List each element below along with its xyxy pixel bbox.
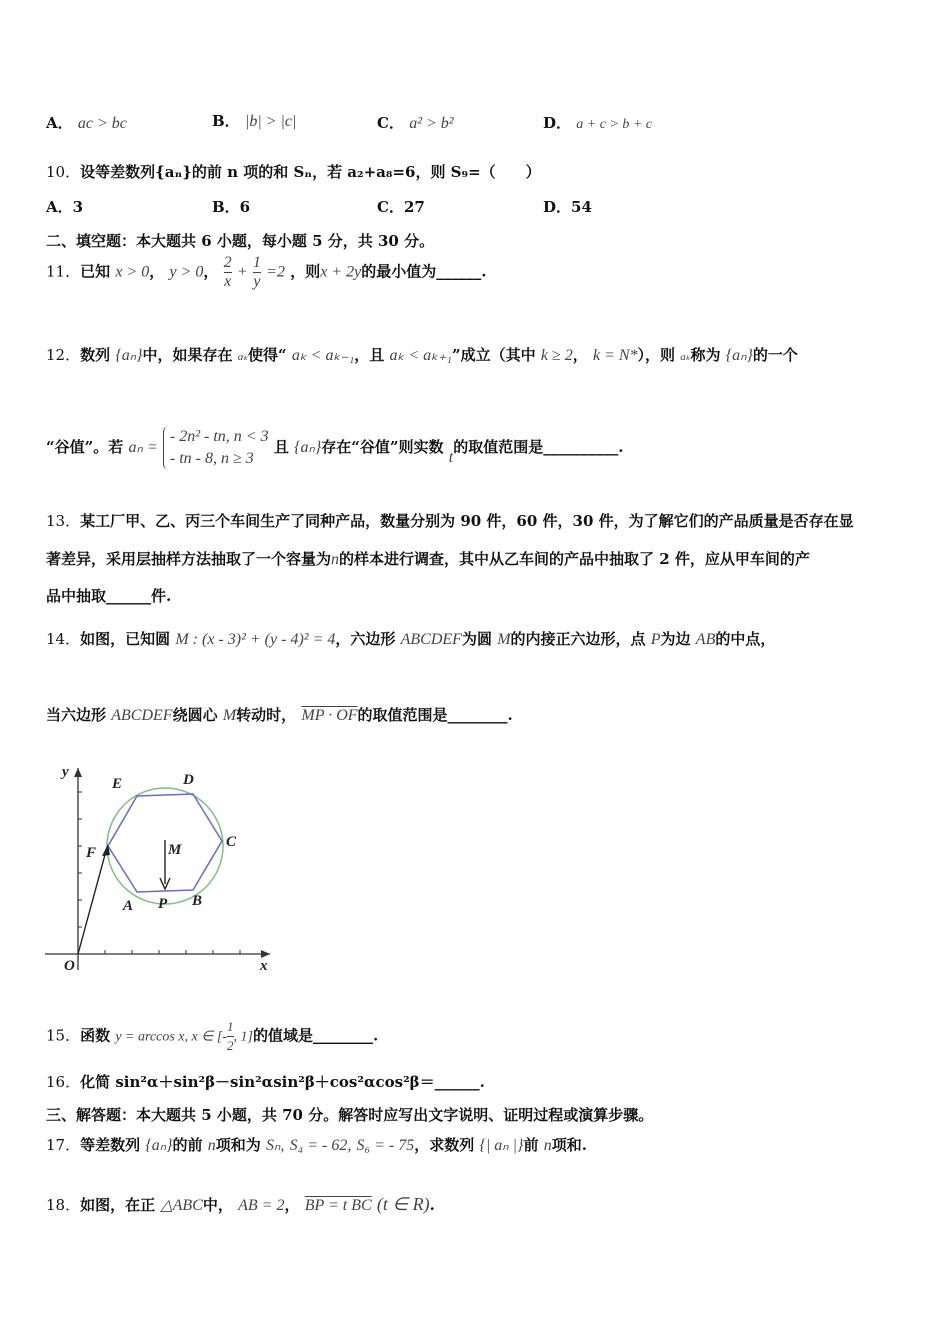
text: 为圆	[461, 630, 492, 648]
text: ，	[203, 262, 219, 281]
math: {aₙ}	[294, 439, 322, 456]
text: 称为	[690, 346, 721, 364]
denominator: 2	[227, 1038, 234, 1053]
math: S₆ = - 75	[356, 1137, 415, 1154]
math: ABCDEF	[400, 631, 462, 648]
text: 当六边形	[46, 706, 107, 724]
denominator: y	[253, 273, 261, 290]
math: y > 0	[169, 263, 204, 281]
math: △ABC	[160, 1197, 203, 1214]
label-o: O	[64, 958, 75, 974]
text: 的最小值为______.	[361, 262, 487, 281]
option-b-label: B．	[212, 112, 240, 130]
math: +	[236, 263, 248, 281]
text: 存在“谷值”则实数	[321, 438, 444, 456]
numerator: 1	[227, 1019, 234, 1034]
question-number: 18．	[46, 1196, 81, 1214]
math: P	[650, 631, 661, 648]
math: S₄ = - 62,	[289, 1137, 352, 1154]
option-a-expr: ac > bc	[77, 115, 127, 132]
fraction	[224, 254, 232, 291]
label-p: P	[158, 896, 168, 912]
vector-of	[78, 851, 106, 954]
math: x + 2y	[320, 263, 362, 281]
text: 函数	[80, 1026, 111, 1045]
question-18	[46, 1194, 435, 1215]
numerator: 1	[252, 254, 261, 271]
question-number: 13．	[46, 512, 81, 530]
q10-option-c: C．27	[377, 198, 425, 216]
math: t	[448, 449, 454, 466]
text: 的样本进行调查，其中从乙车间的产品中抽取了 2 件，应从甲车间的产	[339, 550, 810, 568]
text: 的前	[172, 1136, 203, 1154]
x-axis-arrow-icon	[261, 950, 270, 958]
math: x > 0	[115, 263, 150, 281]
math: k = N*	[592, 347, 638, 364]
option-a	[46, 112, 127, 133]
option-c-expr: a² > b²	[409, 115, 454, 132]
option-d	[543, 112, 652, 133]
y-axis-arrow-icon	[74, 768, 82, 777]
label-m: M	[168, 842, 182, 858]
text: 数列	[80, 346, 111, 364]
question-13-line-3: 品中抽取______件.	[46, 587, 172, 605]
numerator: 2	[223, 254, 232, 271]
math: k ≥ 2	[540, 347, 573, 364]
text: ，求数列	[414, 1136, 475, 1154]
math: aₙ =	[128, 439, 158, 456]
q10-option-a: A．3	[46, 198, 84, 216]
section-heading-solutions: 三、解答题：本大题共 5 小题，共 70 分。解答时应写出文字说明、证明过程或演算步骤。	[46, 1106, 654, 1124]
math: aₖ < aₖ₋₁	[291, 347, 355, 364]
option-a-label: A．	[46, 114, 73, 132]
text: 中，	[202, 1196, 233, 1214]
question-14-line-2	[46, 704, 513, 725]
label-y: y	[62, 764, 69, 780]
math: aₖ < aₖ₊₁	[389, 347, 452, 364]
piecewise-case: - 2n² - tn, n < 3	[169, 428, 269, 445]
text: ，则	[290, 262, 321, 281]
math: n	[543, 1137, 552, 1154]
piecewise-case: - tn - 8, n ≥ 3	[169, 450, 254, 467]
option-d-expr: a + c > b + c	[576, 117, 653, 132]
question-number: 17．	[46, 1136, 81, 1154]
question-14	[46, 628, 775, 649]
math: {aₙ}	[725, 347, 753, 364]
question-12	[46, 344, 798, 365]
text: 如图，已知圆	[80, 630, 171, 648]
question-number: 12．	[46, 346, 81, 364]
option-c-label: C．	[377, 114, 404, 132]
question-text: 化简 sin²α＋sin²β－sin²αsin²β＋cos²αcos²β＝______.	[80, 1073, 485, 1091]
text: 中，如果存在	[142, 346, 233, 364]
text: 转动时，	[236, 706, 297, 724]
text: ，	[572, 346, 588, 364]
text: 前	[523, 1136, 539, 1154]
math: AB = 2	[238, 1197, 285, 1214]
text: 的值域是________.	[253, 1026, 379, 1045]
math: {| aₙ |}	[479, 1137, 524, 1154]
math: =2	[266, 263, 285, 281]
text: 已知	[80, 262, 111, 281]
math: aₖ	[680, 351, 691, 363]
question-12-line-2	[46, 426, 623, 470]
question-number: 16．	[46, 1073, 81, 1091]
text: ，六边形	[335, 630, 396, 648]
question-number: 15．	[46, 1026, 81, 1045]
section-heading-fill-blank: 二、填空题：本大题共 6 小题，每小题 5 分，共 30 分。	[46, 232, 435, 250]
math: M : (x - 3)² + (y - 4)² = 4	[175, 631, 336, 648]
piecewise	[163, 426, 269, 470]
text: 著差异，采用层抽样方法抽取了一个容量为	[46, 550, 332, 568]
question-number: 11．	[46, 262, 81, 281]
text: ，且	[354, 346, 385, 364]
label-a: A	[123, 898, 134, 914]
option-b	[212, 110, 296, 131]
text: 项和为	[215, 1136, 261, 1154]
label-c: C	[226, 834, 237, 850]
math: {aₙ}	[145, 1137, 173, 1154]
text: 使得“	[247, 346, 287, 364]
text: “谷值”。若	[46, 438, 124, 456]
label-b: B	[192, 893, 203, 909]
math: MP · OF	[301, 707, 358, 724]
text: ，	[149, 262, 165, 281]
option-d-label: D．	[543, 114, 572, 132]
text: 项和.	[551, 1136, 587, 1154]
math: (t ∈ R)	[376, 1194, 430, 1214]
text: 的一个	[752, 346, 798, 364]
question-13-line-2	[46, 548, 810, 569]
question-text: 设等差数列{aₙ}的前 n 项的和 Sₙ，若 a₂+a₈=6，则 S₉=（ ）	[80, 163, 541, 181]
text: 且	[273, 438, 289, 456]
text: 等差数列	[80, 1136, 141, 1154]
math: n	[331, 551, 340, 568]
math: Sₙ,	[266, 1137, 285, 1154]
fraction	[253, 254, 261, 291]
question-16	[46, 1071, 485, 1092]
text: 如图，在正	[80, 1196, 156, 1214]
math: M	[222, 707, 237, 724]
denominator: x	[224, 273, 232, 290]
option-c	[377, 112, 454, 133]
math: M	[497, 631, 511, 648]
text: ，	[284, 1196, 300, 1214]
text: 的中点，	[715, 630, 776, 648]
question-number: 10．	[46, 163, 81, 181]
text: 绕圆心	[172, 706, 218, 724]
label-f: F	[86, 845, 97, 861]
q10-option-b: B．6	[212, 198, 251, 216]
question-number: 14．	[46, 630, 81, 648]
q10-option-d: D．54	[543, 198, 592, 216]
math: BP = t BC	[304, 1197, 372, 1214]
text: 某工厂甲、乙、丙三个车间生产了同种产品，数量分别为 90 件，60 件，30 件，为了解它们的产品质量是否存在显	[80, 512, 854, 530]
math: , 1]	[233, 1029, 253, 1045]
math: n	[207, 1137, 216, 1154]
text: ”成立（其中	[451, 346, 536, 364]
question-17	[46, 1134, 587, 1155]
hexagon-figure	[40, 758, 280, 978]
math: y = arccos x, x ∈ [-	[115, 1029, 228, 1045]
question-11	[46, 254, 486, 291]
text: 的取值范围是________.	[357, 706, 513, 724]
question-13	[46, 510, 854, 531]
text: 为边	[660, 630, 691, 648]
label-d: D	[183, 772, 194, 788]
option-b-expr: |b| > |c|	[244, 113, 297, 130]
text: ），则	[637, 346, 676, 364]
text: 的取值范围是__________.	[453, 438, 624, 456]
math: {aₙ}	[115, 347, 143, 364]
question-10	[46, 161, 541, 182]
label-x: x	[260, 958, 268, 974]
question-15	[46, 1018, 378, 1055]
math: aₖ	[237, 351, 248, 363]
label-e: E	[112, 776, 123, 792]
text: .	[429, 1196, 435, 1214]
text: 的内接正六边形，点	[510, 630, 646, 648]
math: ABCDEF	[111, 707, 173, 724]
math: AB	[695, 631, 716, 648]
